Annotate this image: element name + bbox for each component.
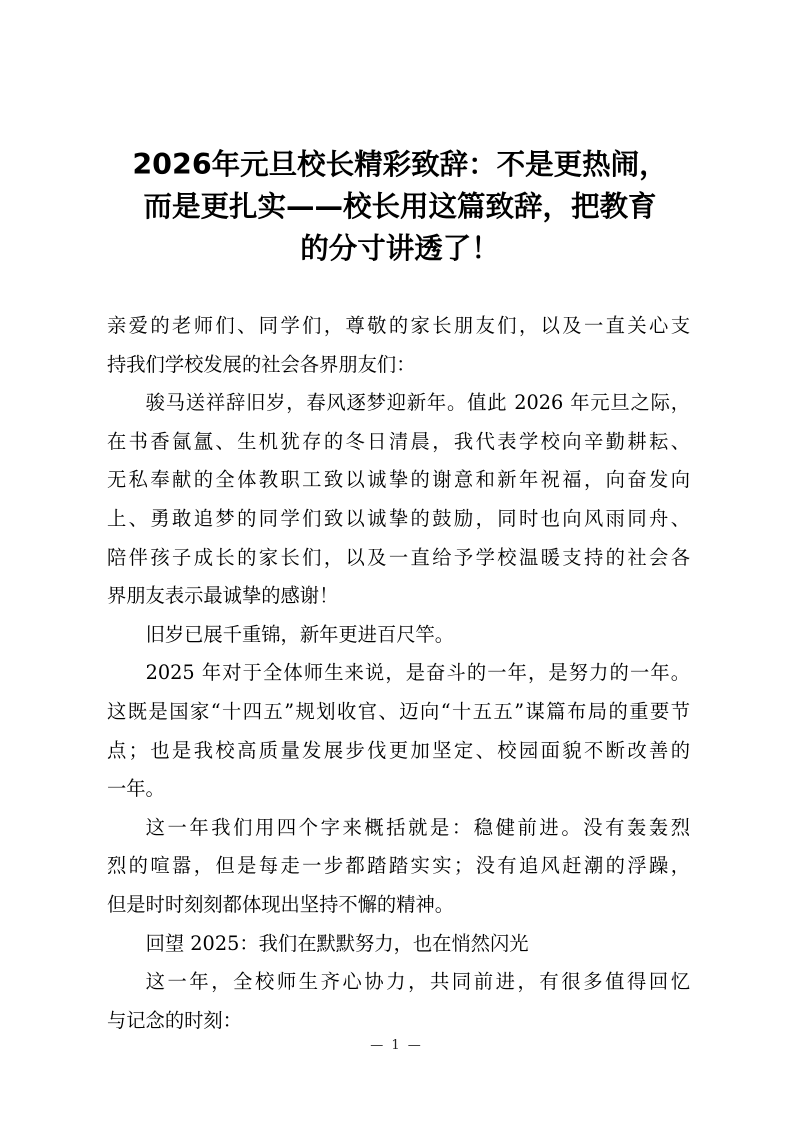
document-body	[107, 307, 690, 1040]
text-line: 一年。	[107, 777, 165, 801]
body-paragraph	[107, 384, 690, 616]
text-line: 在书香氤氲、生机犹存的冬日清晨，我代表学校向辛勤耕耘、	[107, 429, 690, 453]
text-line: 烈的喧嚣，但是每走一步都踏踏实实；没有追风赶潮的浮躁，	[107, 854, 690, 878]
text-line: 界朋友表示最诚挚的感谢！	[107, 584, 339, 608]
title-line: 的分寸讲透了！	[300, 232, 500, 265]
text-line: 这一年我们用四个字来概括就是：稳健前进。没有轰轰烈	[145, 815, 690, 839]
section-heading	[107, 925, 690, 964]
salutation-paragraph	[107, 307, 690, 384]
text-line: 与记念的时刻：	[107, 1008, 242, 1032]
text-line: 这既是国家“十四五”规划收官、迈向“十五五”谋篇布局的重要节	[107, 699, 690, 723]
body-paragraph	[107, 654, 690, 808]
title-line: 2026年元旦校长精彩致辞：不是更热闹，	[132, 148, 668, 181]
document-title	[100, 144, 700, 270]
page-number: — 1 —	[370, 1038, 423, 1053]
text-line: 2025 年对于全体师生来说，是奋斗的一年，是努力的一年。	[145, 661, 690, 685]
text-line: 无私奉献的全体教职工致以诚挚的谢意和新年祝福，向奋发向	[107, 468, 690, 492]
text-line: 这一年，全校师生齐心协力，共同前进，有很多值得回忆	[145, 970, 690, 994]
text-line: 点；也是我校高质量发展步伐更加坚定、校园面貌不断改善的	[107, 738, 690, 762]
text-line: 旧岁已展千重锦，新年更进百尺竿。	[145, 622, 455, 646]
text-line: 回望 2025：我们在默默努力，也在悄然闪光	[145, 931, 529, 955]
text-line: 陪伴孩子成长的家长们，以及一直给予学校温暖支持的社会各	[107, 545, 690, 569]
text-line: 但是时时刻刻都体现出坚持不懈的精神。	[107, 892, 455, 916]
body-paragraph	[107, 809, 690, 925]
text-line: 亲爱的老师们、同学们，尊敬的家长朋友们，以及一直关心支	[107, 314, 690, 337]
text-line: 持我们学校发展的社会各界朋友们：	[107, 352, 416, 376]
body-paragraph	[107, 963, 690, 1040]
title-line: 而是更扎实——校长用这篇致辞，把教育	[143, 190, 657, 223]
text-line: 上、勇敢追梦的同学们致以诚挚的鼓励，同时也向风雨同舟、	[107, 506, 690, 530]
body-paragraph	[107, 616, 690, 655]
text-line: 骏马送祥辞旧岁，春风逐梦迎新年。值此 2026 年元旦之际，	[145, 391, 690, 415]
